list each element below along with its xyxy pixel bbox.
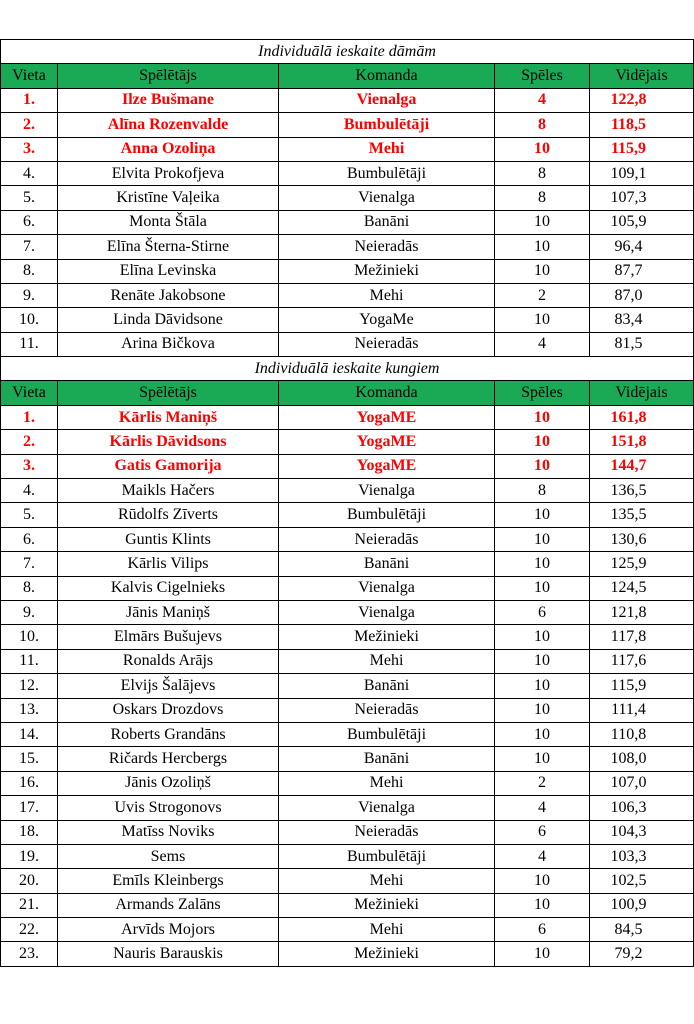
header-row	[1, 64, 694, 88]
table-row	[1, 137, 694, 161]
average-cell: 122,8	[590, 88, 694, 112]
average-cell: 104,3	[590, 820, 694, 844]
team-cell: YogaME	[279, 454, 495, 478]
place-cell: 19.	[1, 844, 58, 868]
team-cell: Mežinieki	[279, 893, 495, 917]
team-cell: Vienalga	[279, 186, 495, 210]
team-cell: Bumbulētāji	[279, 722, 495, 746]
average-cell: 107,0	[590, 771, 694, 795]
results-table	[0, 39, 694, 967]
average-cell: 87,0	[590, 283, 694, 307]
average-cell: 118,5	[590, 113, 694, 137]
table-row	[1, 625, 694, 649]
table-row	[1, 503, 694, 527]
average-cell: 111,4	[590, 698, 694, 722]
team-cell: Neieradās	[279, 332, 495, 356]
player-name-cell: Roberts Grandāns	[58, 722, 279, 746]
average-cell: 105,9	[590, 210, 694, 234]
games-cell: 10	[495, 893, 590, 917]
player-name-cell: Arvīds Mojors	[58, 918, 279, 942]
team-cell: Vienalga	[279, 576, 495, 600]
games-cell: 10	[495, 722, 590, 746]
place-cell: 5.	[1, 503, 58, 527]
player-name-cell: Alīna Rozenvalde	[58, 113, 279, 137]
section-title-row	[1, 357, 694, 381]
average-cell: 115,9	[590, 674, 694, 698]
average-cell: 115,9	[590, 137, 694, 161]
place-cell: 10.	[1, 625, 58, 649]
average-cell: 81,5	[590, 332, 694, 356]
place-cell: 6.	[1, 527, 58, 551]
player-name-cell: Jānis Maniņš	[58, 600, 279, 624]
team-cell: Vienalga	[279, 88, 495, 112]
average-cell: 108,0	[590, 747, 694, 771]
table-row	[1, 869, 694, 893]
table-row	[1, 552, 694, 576]
games-cell: 10	[495, 625, 590, 649]
column-header-place: Vieta	[1, 381, 58, 405]
player-name-cell: Maikls Hačers	[58, 479, 279, 503]
table-row	[1, 308, 694, 332]
player-name-cell: Kārlis Dāvidsons	[58, 430, 279, 454]
team-cell: Neieradās	[279, 820, 495, 844]
team-cell: Vienalga	[279, 479, 495, 503]
table-row	[1, 113, 694, 137]
games-cell: 8	[495, 113, 590, 137]
place-cell: 14.	[1, 722, 58, 746]
average-cell: 102,5	[590, 869, 694, 893]
games-cell: 10	[495, 137, 590, 161]
team-cell: Mežinieki	[279, 625, 495, 649]
games-cell: 10	[495, 698, 590, 722]
average-cell: 117,6	[590, 649, 694, 673]
player-name-cell: Oskars Drozdovs	[58, 698, 279, 722]
team-cell: YogaME	[279, 430, 495, 454]
table-row	[1, 332, 694, 356]
column-header-team: Komanda	[279, 381, 495, 405]
average-cell: 83,4	[590, 308, 694, 332]
average-cell: 151,8	[590, 430, 694, 454]
player-name-cell: Gatis Gamorija	[58, 454, 279, 478]
place-cell: 12.	[1, 674, 58, 698]
average-cell: 107,3	[590, 186, 694, 210]
place-cell: 1.	[1, 405, 58, 429]
team-cell: Vienalga	[279, 600, 495, 624]
place-cell: 6.	[1, 210, 58, 234]
average-cell: 96,4	[590, 235, 694, 259]
average-cell: 124,5	[590, 576, 694, 600]
table-row	[1, 820, 694, 844]
games-cell: 10	[495, 552, 590, 576]
women-section	[1, 40, 694, 357]
table-row	[1, 259, 694, 283]
games-cell: 10	[495, 308, 590, 332]
place-cell: 18.	[1, 820, 58, 844]
column-header-player: Spēlētājs	[58, 381, 279, 405]
place-cell: 5.	[1, 186, 58, 210]
player-name-cell: Renāte Jakobsone	[58, 283, 279, 307]
table-row	[1, 235, 694, 259]
place-cell: 3.	[1, 137, 58, 161]
average-cell: 144,7	[590, 454, 694, 478]
place-cell: 10.	[1, 308, 58, 332]
place-cell: 7.	[1, 235, 58, 259]
games-cell: 8	[495, 186, 590, 210]
games-cell: 10	[495, 235, 590, 259]
games-cell: 4	[495, 332, 590, 356]
player-name-cell: Nauris Barauskis	[58, 942, 279, 966]
place-cell: 15.	[1, 747, 58, 771]
table-row	[1, 527, 694, 551]
games-cell: 6	[495, 918, 590, 942]
team-cell: Bumbulētāji	[279, 161, 495, 185]
player-name-cell: Jānis Ozoliņš	[58, 771, 279, 795]
table-row	[1, 479, 694, 503]
place-cell: 2.	[1, 430, 58, 454]
column-header-place: Vieta	[1, 64, 58, 88]
place-cell: 8.	[1, 576, 58, 600]
column-header-average: Vidējais	[590, 64, 694, 88]
section-title-row	[1, 40, 694, 64]
games-cell: 4	[495, 796, 590, 820]
table-row	[1, 576, 694, 600]
place-cell: 20.	[1, 869, 58, 893]
team-cell: Mežinieki	[279, 942, 495, 966]
games-cell: 4	[495, 844, 590, 868]
average-cell: 100,9	[590, 893, 694, 917]
games-cell: 8	[495, 479, 590, 503]
player-name-cell: Elvijs Šalājevs	[58, 674, 279, 698]
table-row	[1, 88, 694, 112]
games-cell: 10	[495, 674, 590, 698]
player-name-cell: Ričards Hercbergs	[58, 747, 279, 771]
player-name-cell: Matīss Noviks	[58, 820, 279, 844]
team-cell: Mehi	[279, 918, 495, 942]
player-name-cell: Arina Bičkova	[58, 332, 279, 356]
average-cell: 135,5	[590, 503, 694, 527]
games-cell: 2	[495, 283, 590, 307]
games-cell: 8	[495, 161, 590, 185]
table-row	[1, 186, 694, 210]
table-row	[1, 430, 694, 454]
average-cell: 84,5	[590, 918, 694, 942]
player-name-cell: Uvis Strogonovs	[58, 796, 279, 820]
player-name-cell: Kārlis Maniņš	[58, 405, 279, 429]
player-name-cell: Monta Štāla	[58, 210, 279, 234]
table-row	[1, 722, 694, 746]
team-cell: YogaME	[279, 405, 495, 429]
table-row	[1, 210, 694, 234]
team-cell: Mehi	[279, 771, 495, 795]
table-row	[1, 600, 694, 624]
games-cell: 10	[495, 747, 590, 771]
games-cell: 10	[495, 210, 590, 234]
player-name-cell: Emīls Kleinbergs	[58, 869, 279, 893]
games-cell: 10	[495, 430, 590, 454]
team-cell: Bumbulētāji	[279, 113, 495, 137]
header-row	[1, 381, 694, 405]
games-cell: 6	[495, 820, 590, 844]
table-row	[1, 649, 694, 673]
games-cell: 10	[495, 259, 590, 283]
player-name-cell: Guntis Klints	[58, 527, 279, 551]
team-cell: Vienalga	[279, 796, 495, 820]
place-cell: 22.	[1, 918, 58, 942]
table-row	[1, 405, 694, 429]
team-cell: Banāni	[279, 747, 495, 771]
place-cell: 4.	[1, 161, 58, 185]
player-name-cell: Linda Dāvidsone	[58, 308, 279, 332]
column-header-games: Spēles	[495, 381, 590, 405]
men-section-title: Individuālā ieskaite kungiem	[1, 357, 694, 381]
player-name-cell: Elvita Prokofjeva	[58, 161, 279, 185]
team-cell: Mehi	[279, 869, 495, 893]
player-name-cell: Ilze Bušmane	[58, 88, 279, 112]
team-cell: Neieradās	[279, 527, 495, 551]
column-header-player: Spēlētājs	[58, 64, 279, 88]
place-cell: 9.	[1, 600, 58, 624]
games-cell: 10	[495, 405, 590, 429]
games-cell: 10	[495, 576, 590, 600]
place-cell: 23.	[1, 942, 58, 966]
average-cell: 109,1	[590, 161, 694, 185]
games-cell: 10	[495, 649, 590, 673]
average-cell: 110,8	[590, 722, 694, 746]
team-cell: YogaMe	[279, 308, 495, 332]
games-cell: 10	[495, 527, 590, 551]
table-row	[1, 796, 694, 820]
team-cell: Bumbulētāji	[279, 844, 495, 868]
table-row	[1, 844, 694, 868]
games-cell: 10	[495, 503, 590, 527]
games-cell: 4	[495, 88, 590, 112]
table-row	[1, 161, 694, 185]
table-row	[1, 454, 694, 478]
average-cell: 103,3	[590, 844, 694, 868]
team-cell: Neieradās	[279, 235, 495, 259]
place-cell: 16.	[1, 771, 58, 795]
team-cell: Banāni	[279, 210, 495, 234]
place-cell: 9.	[1, 283, 58, 307]
games-cell: 10	[495, 454, 590, 478]
place-cell: 3.	[1, 454, 58, 478]
table-row	[1, 771, 694, 795]
team-cell: Banāni	[279, 674, 495, 698]
place-cell: 8.	[1, 259, 58, 283]
table-row	[1, 918, 694, 942]
team-cell: Banāni	[279, 552, 495, 576]
player-name-cell: Armands Zalāns	[58, 893, 279, 917]
place-cell: 4.	[1, 479, 58, 503]
team-cell: Mežinieki	[279, 259, 495, 283]
player-name-cell: Elīna Levinska	[58, 259, 279, 283]
place-cell: 13.	[1, 698, 58, 722]
player-name-cell: Kārlis Vilips	[58, 552, 279, 576]
player-name-cell: Rūdolfs Zīverts	[58, 503, 279, 527]
player-name-cell: Sems	[58, 844, 279, 868]
average-cell: 161,8	[590, 405, 694, 429]
average-cell: 79,2	[590, 942, 694, 966]
player-name-cell: Kristīne Vaļeika	[58, 186, 279, 210]
games-cell: 6	[495, 600, 590, 624]
games-cell: 10	[495, 942, 590, 966]
average-cell: 106,3	[590, 796, 694, 820]
women-section-title: Individuālā ieskaite dāmām	[1, 40, 694, 64]
average-cell: 125,9	[590, 552, 694, 576]
team-cell: Mehi	[279, 649, 495, 673]
games-cell: 10	[495, 869, 590, 893]
place-cell: 21.	[1, 893, 58, 917]
column-header-games: Spēles	[495, 64, 590, 88]
men-section	[1, 357, 694, 967]
place-cell: 7.	[1, 552, 58, 576]
place-cell: 1.	[1, 88, 58, 112]
table-row	[1, 747, 694, 771]
column-header-team: Komanda	[279, 64, 495, 88]
table-row	[1, 942, 694, 966]
games-cell: 2	[495, 771, 590, 795]
team-cell: Neieradās	[279, 698, 495, 722]
average-cell: 121,8	[590, 600, 694, 624]
table-row	[1, 283, 694, 307]
team-cell: Mehi	[279, 283, 495, 307]
average-cell: 117,8	[590, 625, 694, 649]
table-row	[1, 893, 694, 917]
column-header-average: Vidējais	[590, 381, 694, 405]
average-cell: 130,6	[590, 527, 694, 551]
place-cell: 11.	[1, 332, 58, 356]
place-cell: 17.	[1, 796, 58, 820]
player-name-cell: Elmārs Bušujevs	[58, 625, 279, 649]
player-name-cell: Elīna Šterna-Stirne	[58, 235, 279, 259]
player-name-cell: Ronalds Arājs	[58, 649, 279, 673]
average-cell: 87,7	[590, 259, 694, 283]
place-cell: 2.	[1, 113, 58, 137]
player-name-cell: Anna Ozoliņa	[58, 137, 279, 161]
average-cell: 136,5	[590, 479, 694, 503]
place-cell: 11.	[1, 649, 58, 673]
table-row	[1, 674, 694, 698]
player-name-cell: Kalvis Cigelnieks	[58, 576, 279, 600]
table-row	[1, 698, 694, 722]
team-cell: Mehi	[279, 137, 495, 161]
team-cell: Bumbulētāji	[279, 503, 495, 527]
